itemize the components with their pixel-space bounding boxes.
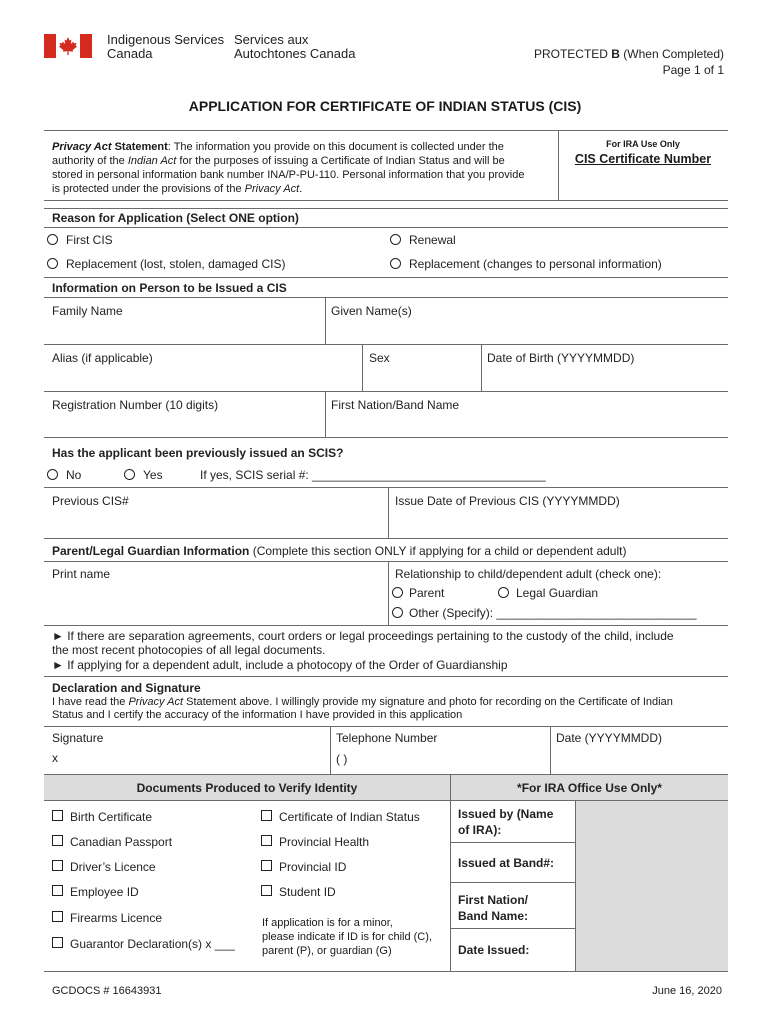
org-name-fr: Services aux Autochtones Canada xyxy=(234,32,356,61)
telephone-label: Telephone Number xyxy=(336,731,438,745)
scis-serial-field[interactable]: If yes, SCIS serial #: ___________________________________ xyxy=(200,468,546,482)
provincial-id-checkbox[interactable] xyxy=(261,860,272,871)
declaration-text: I have read the Privacy Act Statement above. I willingly provide my signature and photo for recording on the Certificate of Indian Status and I certify the accuracy of the information I have provided in this application xyxy=(52,696,673,721)
other-radio[interactable] xyxy=(392,607,403,618)
legal-guardian-label: Legal Guardian xyxy=(516,586,599,600)
replacement-lost-label: Replacement (lost, stolen, damaged CIS) xyxy=(66,257,286,271)
first-cis-label: First CIS xyxy=(66,233,113,247)
previous-cis-label: Previous CIS# xyxy=(52,494,129,508)
renewal-radio[interactable] xyxy=(390,234,401,245)
parent-label: Parent xyxy=(409,586,445,600)
form-title: APPLICATION FOR CERTIFICATE OF INDIAN STATUS (CIS) xyxy=(188,98,582,114)
signature-label: Signature xyxy=(52,731,104,745)
firearms-licence-label: Firearms Licence xyxy=(70,911,163,925)
maple-leaf-icon xyxy=(58,36,78,56)
date-label: Date (YYYYMMDD) xyxy=(556,731,663,745)
office-use-heading: *For IRA Office Use Only* xyxy=(517,781,662,795)
parent-radio[interactable] xyxy=(392,587,403,598)
canadian-passport-checkbox[interactable] xyxy=(52,835,63,846)
date-issued-label: Date Issued: xyxy=(458,943,530,957)
scis-no-radio[interactable] xyxy=(47,469,58,480)
ira-use-only-label: For IRA Use Only xyxy=(606,139,680,149)
custody-note: ► If there are separation agreements, court orders or legal proceedings pertaining to the custody of the child, include the most recent photocopies of all legal documents. xyxy=(52,629,674,657)
drivers-licence-label: Driver’s Licence xyxy=(70,860,156,874)
protected-label: PROTECTED B (When Completed) xyxy=(533,47,724,61)
student-id-label: Student ID xyxy=(279,885,336,899)
documents-heading: Documents Produced to Verify Identity xyxy=(136,781,358,795)
telephone-field[interactable]: ( ) xyxy=(336,752,348,766)
certificate-indian-status-checkbox[interactable] xyxy=(261,810,272,821)
canada-flag-logo xyxy=(44,34,92,58)
firearms-licence-checkbox[interactable] xyxy=(52,911,63,922)
page-number: Page 1 of 1 xyxy=(662,63,724,77)
given-names-label: Given Name(s) xyxy=(331,304,412,318)
signature-field[interactable]: x xyxy=(52,751,58,765)
birth-certificate-label: Birth Certificate xyxy=(70,810,153,824)
dob-label: Date of Birth (YYYYMMDD) xyxy=(487,351,635,365)
other-specify-field[interactable]: Other (Specify): ______________________________ xyxy=(409,606,697,620)
registration-number-label: Registration Number (10 digits) xyxy=(52,398,219,412)
first-nation-label: First Nation/Band Name xyxy=(331,398,460,412)
alias-label: Alias (if applicable) xyxy=(52,351,153,365)
employee-id-label: Employee ID xyxy=(70,885,139,899)
canadian-passport-label: Canadian Passport xyxy=(70,835,173,849)
issued-by-label: Issued by (Name of IRA): xyxy=(458,807,554,837)
minor-id-note: If application is for a minor, please indicate if ID is for child (C), parent (P), or guardian (G) xyxy=(262,917,432,957)
issue-date-label: Issue Date of Previous CIS (YYYYMMDD) xyxy=(395,494,620,508)
provincial-health-checkbox[interactable] xyxy=(261,835,272,846)
guarantor-declaration-checkbox[interactable] xyxy=(52,937,63,948)
replacement-changes-radio[interactable] xyxy=(390,258,401,269)
dependent-adult-note: ► If applying for a dependent adult, include a photocopy of the Order of Guardianship xyxy=(52,658,508,672)
sex-label: Sex xyxy=(369,351,390,365)
guarantor-declaration-label: Guarantor Declaration(s) x ___ xyxy=(70,937,235,951)
print-name-label: Print name xyxy=(52,567,111,581)
scis-no-label: No xyxy=(66,468,82,482)
first-cis-radio[interactable] xyxy=(47,234,58,245)
legal-guardian-radio[interactable] xyxy=(498,587,509,598)
declaration-heading: Declaration and Signature xyxy=(52,681,201,695)
replacement-changes-label: Replacement (changes to personal information) xyxy=(409,257,662,271)
certificate-indian-status-label: Certificate of Indian Status xyxy=(279,810,420,824)
org-name-en: Indigenous Services Canada xyxy=(107,32,225,61)
form-date: June 16, 2020 xyxy=(652,985,722,997)
birth-certificate-checkbox[interactable] xyxy=(52,810,63,821)
scis-question: Has the applicant been previously issued an SCIS? xyxy=(52,446,344,460)
person-info-heading: Information on Person to be Issued a CIS xyxy=(52,281,287,295)
office-use-shaded-area xyxy=(576,801,728,971)
scis-yes-label: Yes xyxy=(143,468,163,482)
replacement-lost-radio[interactable] xyxy=(47,258,58,269)
student-id-checkbox[interactable] xyxy=(261,885,272,896)
scis-yes-radio[interactable] xyxy=(124,469,135,480)
employee-id-checkbox[interactable] xyxy=(52,885,63,896)
first-nation-band-label: First Nation/ Band Name: xyxy=(458,893,529,923)
privacy-statement: Privacy Act Statement: The information you provide on this document is collected under the authority of the Indian Act for the purposes of issuing a Certificate of Indian Status and will be stored in personal information bank number INA/P-PU-110. Personal information that you provide is protected under the provisions of the Privacy Act. xyxy=(52,141,525,195)
issued-at-band-label: Issued at Band#: xyxy=(458,856,555,870)
relationship-label: Relationship to child/dependent adult (check one): xyxy=(395,567,662,581)
guardian-heading: Parent/Legal Guardian Information (Complete this section ONLY if applying for a child or dependent adult) xyxy=(52,544,627,558)
cis-certificate-number-label: CIS Certificate Number xyxy=(574,152,712,166)
reason-heading: Reason for Application (Select ONE option) xyxy=(52,211,299,225)
provincial-health-label: Provincial Health xyxy=(279,835,370,849)
family-name-label: Family Name xyxy=(52,304,123,318)
provincial-id-label: Provincial ID xyxy=(279,860,347,874)
renewal-label: Renewal xyxy=(409,233,456,247)
drivers-licence-checkbox[interactable] xyxy=(52,860,63,871)
gcdocs-number: GCDOCS # 16643931 xyxy=(52,985,162,997)
